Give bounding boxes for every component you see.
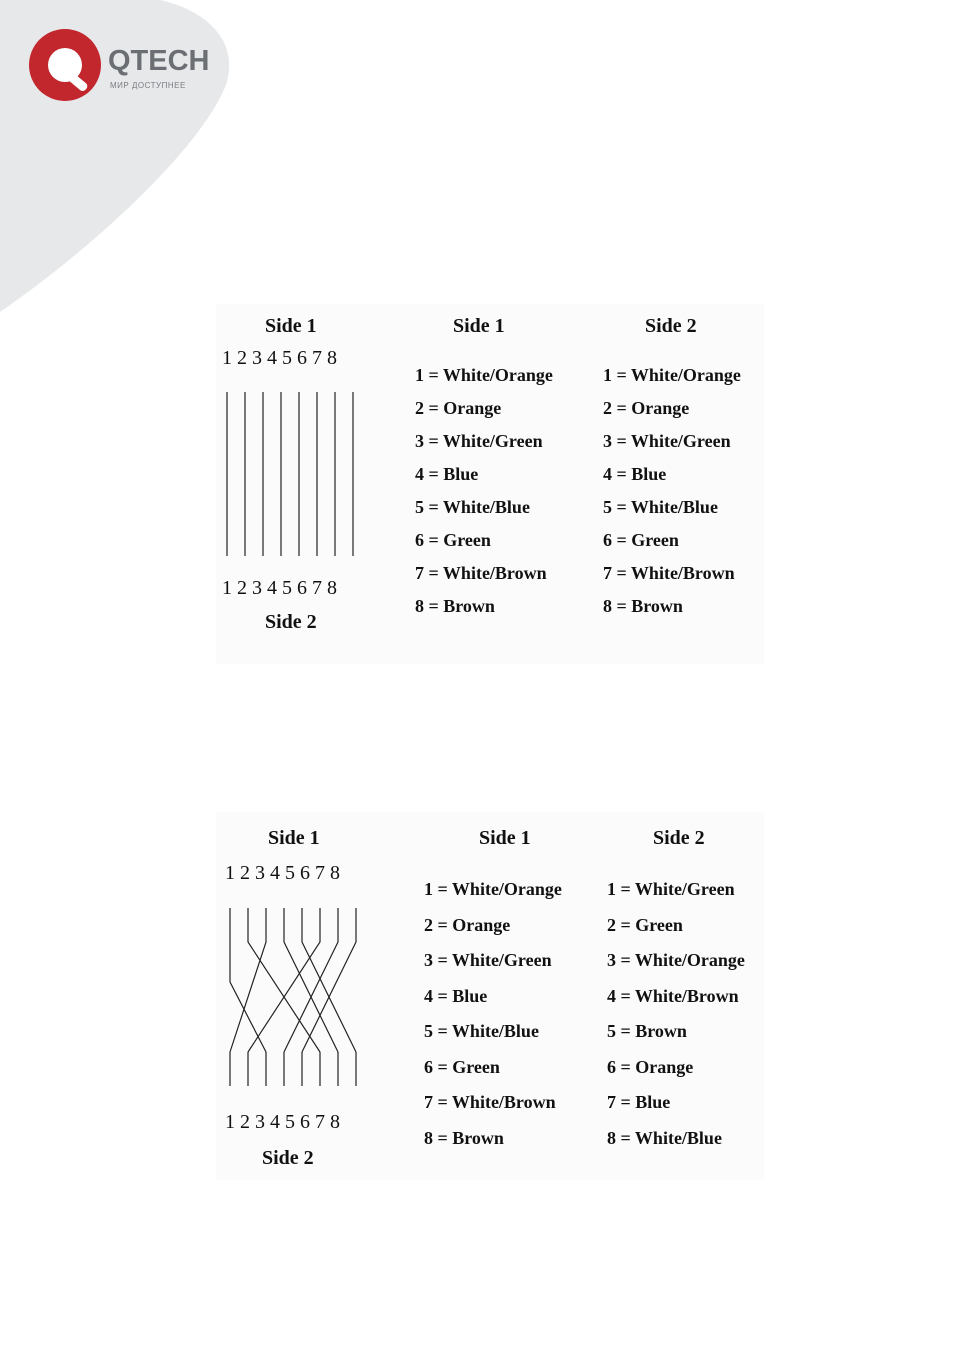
pins-top: 1 2 3 4 5 6 7 8 [225, 862, 340, 884]
list-item: 8 = White/Blue [607, 1128, 722, 1148]
straight-side2-list [603, 366, 793, 616]
list-item: 1 = White/Green [607, 879, 735, 899]
list-item: 3 = White/Green [603, 431, 731, 451]
logo-tagline: МИР ДОСТУПНЕЕ [110, 81, 186, 90]
list-item: 7 = White/Brown [424, 1092, 556, 1112]
list-item: 5 = White/Blue [424, 1021, 539, 1041]
diagram-side2-heading: Side 2 [265, 611, 317, 633]
list-item: 7 = White/Brown [415, 563, 547, 583]
diagram-side2-heading: Side 2 [262, 1147, 314, 1169]
crossover-side2-list [607, 880, 797, 1150]
list-item: 6 = Green [603, 530, 679, 550]
diagram-side1-heading: Side 1 [268, 827, 320, 849]
list-item: 4 = Blue [603, 464, 667, 484]
list-item: 1 = White/Orange [415, 365, 553, 385]
list-item: 4 = Blue [424, 986, 488, 1006]
list-item: 7 = Blue [607, 1092, 671, 1112]
table-side1-heading: Side 1 [453, 315, 505, 337]
list-item: 8 = Brown [603, 596, 683, 616]
pins-bottom: 1 2 3 4 5 6 7 8 [222, 577, 337, 599]
list-item: 6 = Green [415, 530, 491, 550]
straight-through-cable-figure [216, 304, 764, 664]
list-item: 2 = Orange [424, 915, 511, 935]
table-side1-heading: Side 1 [479, 827, 531, 849]
pins-bottom: 1 2 3 4 5 6 7 8 [225, 1111, 340, 1133]
diagram-side1-heading: Side 1 [265, 315, 317, 337]
list-item: 3 = White/Green [415, 431, 543, 451]
list-item: 5 = Brown [607, 1021, 687, 1041]
list-item: 6 = Green [424, 1057, 500, 1077]
crossover-cable-figure [216, 812, 764, 1180]
list-item: 2 = Orange [603, 398, 690, 418]
list-item: 8 = Brown [424, 1128, 504, 1148]
list-item: 8 = Brown [415, 596, 495, 616]
list-item: 4 = White/Brown [607, 986, 739, 1006]
qtech-logo [28, 28, 228, 106]
list-item: 1 = White/Orange [424, 879, 562, 899]
pins-top: 1 2 3 4 5 6 7 8 [222, 347, 337, 369]
straight-side1-list [415, 366, 605, 616]
list-item: 3 = White/Orange [607, 950, 745, 970]
list-item: 1 = White/Orange [603, 365, 741, 385]
logo-wordmark: QTECH [108, 45, 210, 77]
list-item: 3 = White/Green [424, 950, 552, 970]
table-side2-heading: Side 2 [653, 827, 705, 849]
list-item: 6 = Orange [607, 1057, 694, 1077]
table-side2-heading: Side 2 [645, 315, 697, 337]
list-item: 7 = White/Brown [603, 563, 735, 583]
qtech-logo-mark-icon [28, 28, 104, 104]
list-item: 2 = Orange [415, 398, 502, 418]
list-item: 5 = White/Blue [603, 497, 718, 517]
list-item: 2 = Green [607, 915, 683, 935]
crossover-side1-list [424, 880, 614, 1150]
straight-wires-diagram [216, 304, 376, 664]
list-item: 5 = White/Blue [415, 497, 530, 517]
list-item: 4 = Blue [415, 464, 479, 484]
